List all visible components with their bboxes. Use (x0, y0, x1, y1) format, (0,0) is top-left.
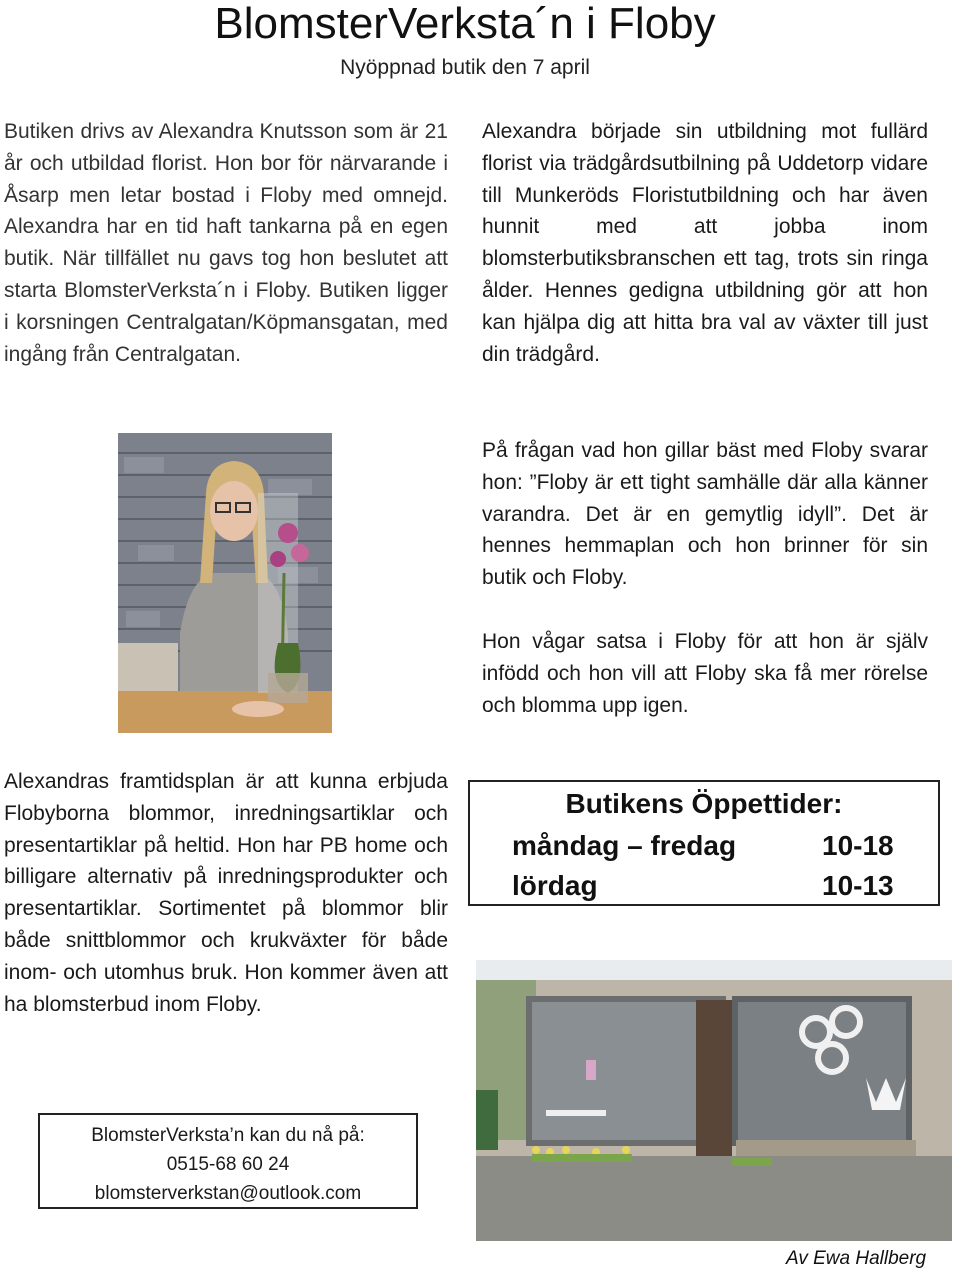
hours-time: 10-13 (822, 870, 894, 901)
intro-text: Butiken drivs av Alexandra Knutsson som är 21 år och utbildad florist. Hon bor för närvarande i Åsarp men letar bostad i Floby med omnejd. Alexandra har en tid haft tankarna på en egen butik. När tillfället nu gavs tog hon beslutet att starta BlomsterVerksta´n i Floby. Butiken ligger i korsningen Centralgatan/Köpmansgatan, med ingång från Centralgatan. (4, 120, 448, 366)
quote-paragraph (482, 435, 928, 594)
portrait-photo (118, 433, 332, 733)
author-byline: Av Ewa Hallberg (786, 1248, 927, 1269)
intro-paragraph (4, 116, 448, 370)
opening-hours-box (468, 780, 940, 906)
local-paragraph (482, 626, 928, 721)
hours-row-weekdays (512, 830, 912, 862)
education-paragraph (482, 116, 928, 370)
contact-email: blomsterverkstan@outlook.com (94, 1183, 362, 1204)
contact-phone: 0515-68 60 24 (166, 1154, 290, 1175)
hours-days: lördag (512, 870, 598, 901)
local-text: Hon vågar satsa i Floby för att hon är själv infödd och hon vill att Floby ska få mer rörelse och blomma upp igen. (482, 630, 928, 717)
contact-intro: BlomsterVerksta’n kan du nå på: (91, 1125, 365, 1146)
quote-text: På frågan vad hon gillar bäst med Floby svarar hon: ”Floby är ett tight samhälle där alla känner varandra. Det är en gemytlig idyll”. Det är hennes hemmaplan och hon brinner för sin butik och Floby. (482, 439, 928, 590)
shop-photo (476, 960, 952, 1241)
shopfront-illustration (476, 960, 952, 1241)
education-text: Alexandra började sin utbildning mot fullärd florist via trädgårdsutbilning på Uddetorp vidare till Munkeröds Floristutbildning och har även hunnit med att jobba inom blomsterbutiksbranschen ett tag, trots sin ringa ålder. Hennes gedigna utbildning gör att hon kan hjälpa dig att hitta bra val av växter till just din trädgård. (482, 120, 928, 366)
future-paragraph (4, 766, 448, 1020)
page-subtitle: Nyöppnad butik den 7 april (340, 56, 590, 79)
hours-time: 10-18 (822, 830, 894, 861)
opening-hours-title: Butikens Öppettider: (565, 788, 843, 819)
hours-days: måndag – fredag (512, 830, 737, 861)
future-text: Alexandras framtidsplan är att kunna erbjuda Flobyborna blommor, inredningsartiklar och presentartiklar på heltid. Hon har PB home och billigare alternativ på inredningsprodukter och presentartiklar. Sortimentet på blommor blir både snittblommor och krukväxter för både inom- och utomhus bruk. Hon kommer även att ha blomsterbud inom Floby. (4, 770, 448, 1016)
hours-row-saturday (512, 870, 912, 902)
contact-box (38, 1113, 418, 1209)
page-title: BlomsterVerksta´n i Floby (214, 0, 716, 48)
portrait-illustration (118, 433, 332, 733)
